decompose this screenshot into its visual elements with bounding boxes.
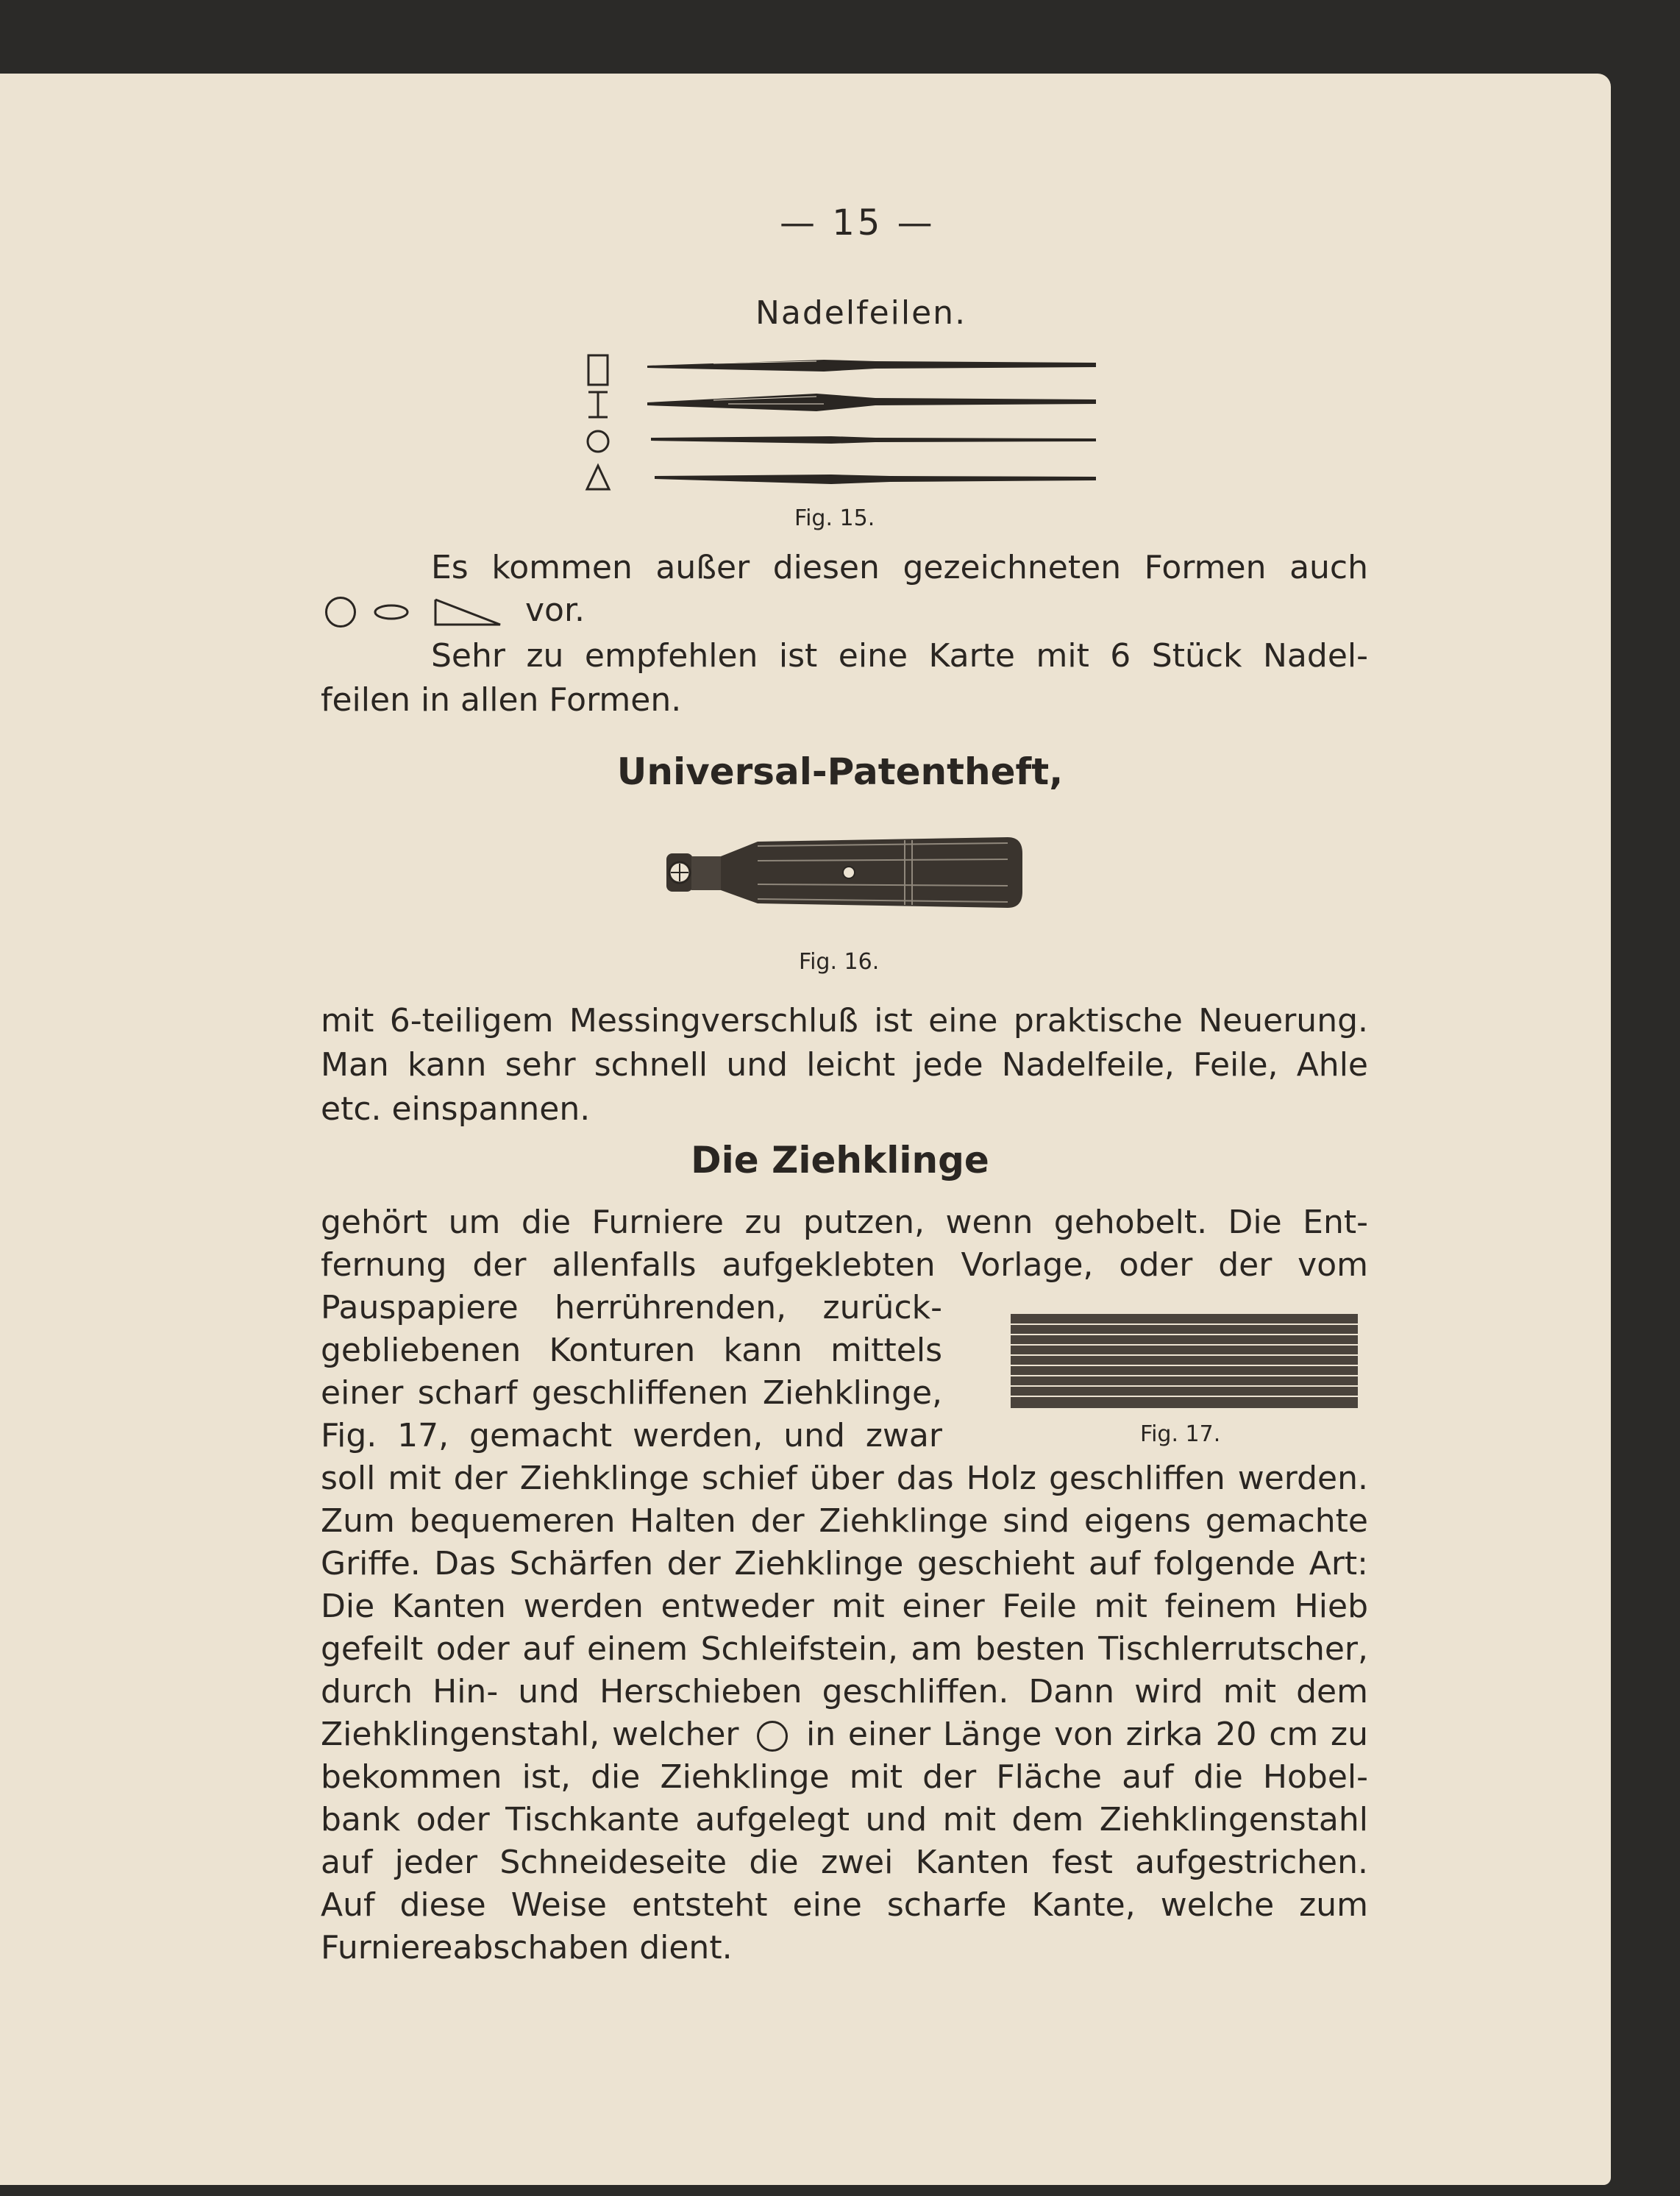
knife-profile-icon [431,595,505,629]
text-fragment: Ziehklingenstahl, welcher [321,1716,739,1753]
text-line: Griffe. Das Schärfen der Ziehklinge geschieht auf folgende Art: [321,1545,1368,1582]
triangle-profile-icon [587,466,609,489]
text-line: Pauspapiere herrührenden, zurück- [321,1289,942,1326]
text-line: Man kann sehr schnell und leicht jede Nadelfeile, Feile, Ahle [321,1046,1368,1084]
patent-handle-illustration [662,831,1030,920]
needle-files-illustration [581,349,1111,504]
half-round-profile-icon [372,601,410,623]
text-line: fernung der allenfalls aufgeklebten Vorlage, oder der vom [321,1246,1368,1284]
heading-die-ziehklinge: Die Ziehklinge [691,1139,989,1181]
text-fragment: in einer Länge von zirka 20 cm zu [806,1716,1368,1753]
text-line: auf jeder Schneideseite die zwei Kanten fest aufgestrichen. [321,1844,1368,1881]
section-title-nadelfeilen: Nadelfeilen. [755,294,967,332]
round-profile-icon [588,431,608,452]
text-line: etc. einspannen. [321,1090,591,1128]
text-line: gehört um die Furniere zu putzen, wenn gehobelt. Die Ent- [321,1204,1368,1241]
figure-17-caption: Fig. 17. [1140,1421,1221,1447]
text-line: soll mit der Ziehklinge schief über das Holz geschliffen werden. [321,1460,1368,1497]
additional-profiles-line [321,589,585,633]
text-line: bank oder Tischkante aufgelegt und mit dem Ziehklingenstahl [321,1801,1368,1838]
scraper-blade-illustration [1008,1310,1361,1413]
page-number: — 15 — [780,202,936,244]
text-line-with-symbol [321,1713,1368,1757]
round-profile-icon [325,597,356,628]
round-profile-icon [757,1721,788,1752]
text-fragment: vor. [525,591,585,629]
text-line: Sehr zu empfehlen ist eine Karte mit 6 Stück Nadel- [431,637,1368,675]
heading-universal-patentheft: Universal-Patentheft, [616,750,1064,793]
figure-15-caption: Fig. 15. [794,505,875,531]
figure-16-caption: Fig. 16. [799,949,880,975]
flat-profile-icon [588,355,608,385]
text-line: feilen in allen Formen. [321,681,682,719]
text-line: gebliebenen Konturen kann mittels [321,1332,942,1369]
text-line: Die Kanten werden entweder mit einer Feile mit feinem Hieb [321,1588,1368,1625]
text-line: Auf diese Weise entsteht eine scharfe Kante, welche zum [321,1886,1368,1924]
text-line: Es kommen außer diesen gezeichneten Formen auch [431,549,1368,586]
text-line: bekommen ist, die Ziehklinge mit der Fläche auf die Hobel- [321,1758,1368,1796]
text-line: Furniereabschaben dient. [321,1929,733,1966]
text-line: einer scharf geschliffenen Ziehklinge, [321,1374,942,1412]
text-line: durch Hin- und Herschieben geschliffen. Dann wird mit dem [321,1673,1368,1710]
text-line: mit 6-teiligem Messingverschluß ist eine praktische Neuerung. [321,1002,1368,1040]
text-line: Zum bequemeren Halten der Ziehklinge sind eigens gemachte [321,1502,1368,1540]
text-line: Fig. 17, gemacht werden, und zwar [321,1417,942,1454]
text-line: gefeilt oder auf einem Schleifstein, am besten Tischlerrutscher, [321,1630,1368,1668]
